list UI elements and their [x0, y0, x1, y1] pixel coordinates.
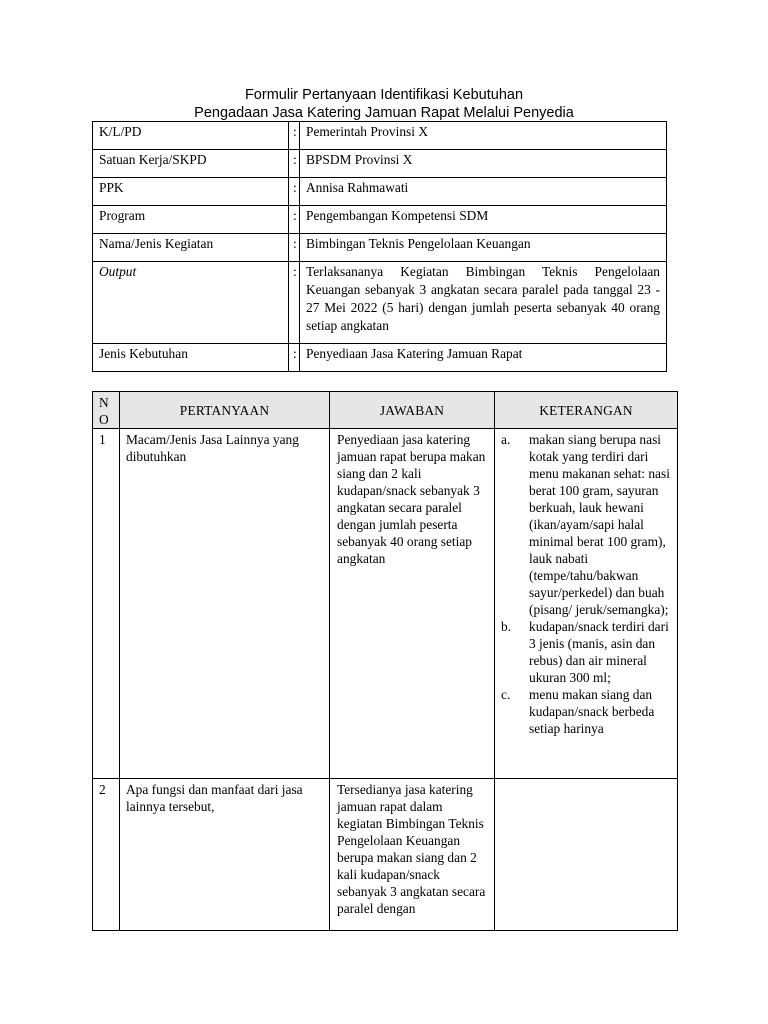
list-item	[495, 686, 673, 737]
info-label: Nama/Jenis Kegiatan	[93, 234, 289, 262]
form-subtitle: Pengadaan Jasa Katering Jamuan Rapat Melalui Penyedia	[194, 105, 574, 121]
info-value: Penyediaan Jasa Katering Jamuan Rapat	[300, 344, 667, 372]
info-row	[93, 178, 667, 206]
info-value: Pemerintah Provinsi X	[300, 122, 667, 150]
list-letter: b.	[501, 619, 512, 634]
row-answer: Tersedianya jasa katering jamuan rapat dalam kegiatan Bimbingan Teknis Pengelolaan Keuangan berupa makan siang dan 2 kali kudapan/snack sebanyak 3 angkatan secara paralel dengan	[330, 779, 495, 931]
header-row	[93, 392, 678, 429]
info-value: Terlaksananya Kegiatan Bimbingan Teknis Pengelolaan Keuangan sebanyak 3 angkatan secara paralel pada tanggal 23 - 27 Mei 2022 (5 hari) dengan jumlah peserta sebanyak 40 orang setiap angkatan	[300, 262, 667, 344]
info-row	[93, 234, 667, 262]
row-notes	[495, 779, 678, 931]
info-separator: :	[289, 178, 300, 206]
row-notes	[495, 429, 678, 779]
row-number: 1	[93, 429, 120, 779]
notes-list	[495, 431, 673, 737]
info-label: PPK	[93, 178, 289, 206]
info-row	[93, 122, 667, 150]
header-pertanyaan: PERTANYAAN	[120, 392, 330, 429]
info-label: Jenis Kebutuhan	[93, 344, 289, 372]
info-value: BPSDM Provinsi X	[300, 150, 667, 178]
row-number: 2	[93, 779, 120, 931]
info-separator: :	[289, 234, 300, 262]
list-item	[495, 431, 673, 618]
form-title: Formulir Pertanyaan Identifikasi Kebutuhan	[244, 87, 524, 103]
table-row	[93, 429, 678, 779]
header-no: N O	[93, 392, 120, 429]
list-text: menu makan siang dan kudapan/snack berbeda setiap harinya	[529, 687, 655, 736]
list-text: kudapan/snack terdiri dari 3 jenis (manis, asin dan rebus) dan air mineral ukuran 300 ml;	[529, 619, 669, 685]
header-keterangan: KETERANGAN	[495, 392, 678, 429]
row-question: Apa fungsi dan manfaat dari jasa lainnya tersebut,	[120, 779, 330, 931]
info-row	[93, 150, 667, 178]
info-row	[93, 344, 667, 372]
info-value: Annisa Rahmawati	[300, 178, 667, 206]
list-text: makan siang berupa nasi kotak yang terdiri dari menu makanan sehat: nasi berat 100 gram, sayuran berkuah, lauk hewani (ikan/ayam/sapi halal minimal berat 100 gram), lauk nabati (tempe/tahu/bakwan sayur/perkedel) dan buah (pisang/ jeruk/semangka);	[529, 432, 670, 617]
info-separator: :	[289, 344, 300, 372]
row-answer: Penyediaan jasa katering jamuan rapat berupa makan siang dan 2 kali kudapan/snack sebanyak 3 angkatan secara paralel dengan jumlah peserta sebanyak 40 orang setiap angkatan	[330, 429, 495, 779]
list-item	[495, 618, 673, 686]
list-letter: c.	[501, 687, 511, 702]
info-row	[93, 206, 667, 234]
info-label: Satuan Kerja/SKPD	[93, 150, 289, 178]
list-letter: a.	[501, 432, 511, 447]
info-separator: :	[289, 150, 300, 178]
info-row	[93, 262, 667, 344]
info-label: Output	[93, 262, 289, 344]
info-value: Pengembangan Kompetensi SDM	[300, 206, 667, 234]
info-separator: :	[289, 122, 300, 150]
row-question: Macam/Jenis Jasa Lainnya yang dibutuhkan	[120, 429, 330, 779]
question-table	[92, 391, 678, 931]
info-separator: :	[289, 262, 300, 344]
header-jawaban: JAWABAN	[330, 392, 495, 429]
info-value: Bimbingan Teknis Pengelolaan Keuangan	[300, 234, 667, 262]
info-label: Program	[93, 206, 289, 234]
info-label: K/L/PD	[93, 122, 289, 150]
info-separator: :	[289, 206, 300, 234]
identity-table	[92, 121, 667, 372]
table-row	[93, 779, 678, 931]
